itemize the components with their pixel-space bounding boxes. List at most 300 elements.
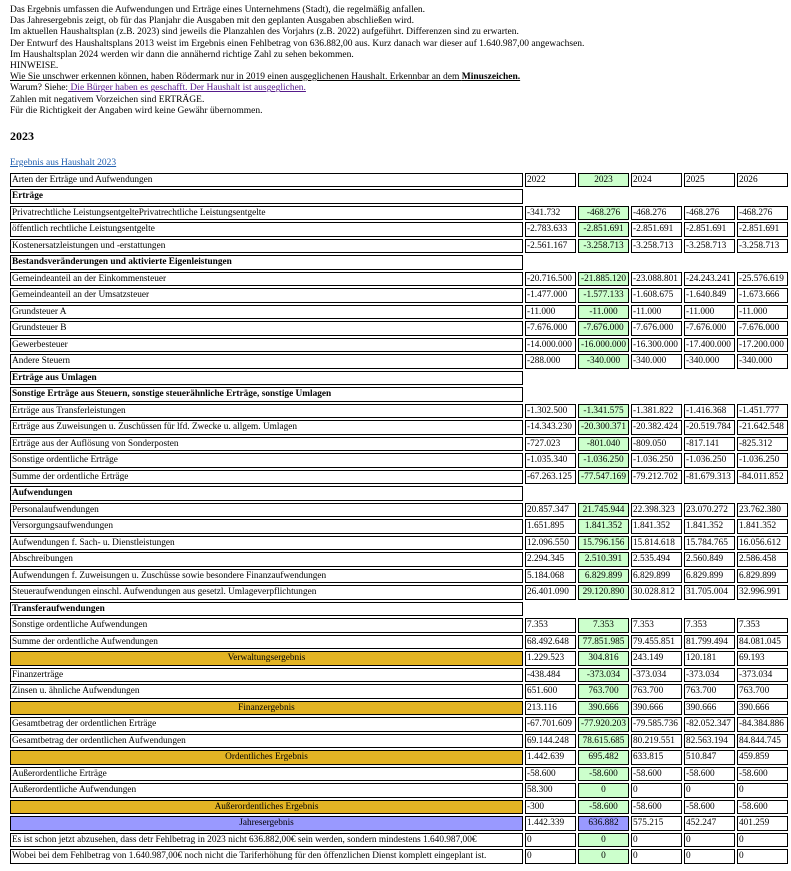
value-cell-current: -801.040 [578, 437, 629, 452]
value-cell: -373.034 [684, 668, 735, 683]
value-cell: -1.608.675 [631, 288, 682, 303]
value-cell: -809.050 [631, 437, 682, 452]
value-cell: 2.586.458 [737, 552, 788, 567]
intro-line: Im Haushaltsplan 2024 werden wir dann die annähernd richtige Zahl zu sehen bekommen. [10, 49, 354, 60]
section-label: Sonstige Erträge aus Steuern, sonstige steuerähnliche Erträge, sonstige Umlagen [10, 387, 523, 402]
value-cell: -67.263.125 [525, 470, 576, 485]
section-label: Aufwendungen [10, 486, 523, 501]
intro-line: Im aktuellen Haushaltsplan (z.B. 2023) sind jeweils die Planzahlen des Vorjahrs (z.B. 2022) aufgeführt. Differenzen sind zu erwarten. [10, 27, 519, 38]
empty-cell [684, 387, 735, 402]
value-cell-current: -11.000 [578, 305, 629, 320]
value-cell: 1.841.352 [631, 519, 682, 534]
value-cell: 1.229.523 [525, 651, 576, 666]
value-cell: -3.258.713 [631, 239, 682, 254]
value-cell: -14.000.000 [525, 338, 576, 353]
value-cell: -1.477.000 [525, 288, 576, 303]
value-cell: 0 [684, 783, 735, 798]
value-cell: 510.847 [684, 750, 735, 765]
value-cell: -1.673.666 [737, 288, 788, 303]
value-cell: -300 [525, 800, 576, 815]
value-cell: -727.023 [525, 437, 576, 452]
value-cell: -2.851.691 [737, 222, 788, 237]
intro-line: Zahlen mit negativem Vorzeichen sind ERTRÄGE. [10, 94, 205, 105]
value-cell: 69.144.248 [525, 734, 576, 749]
table-row [10, 849, 788, 864]
empty-cell [578, 387, 629, 402]
value-cell-current: 77.851.985 [578, 635, 629, 650]
value-cell: -14.343.230 [525, 420, 576, 435]
value-cell: -11.000 [684, 305, 735, 320]
result-row [10, 701, 788, 716]
value-cell: 390.666 [684, 701, 735, 716]
value-cell: -58.600 [684, 767, 735, 782]
value-cell: 5.184.068 [525, 569, 576, 584]
value-cell: -1.640.849 [684, 288, 735, 303]
value-cell: -82.052.347 [684, 717, 735, 732]
empty-cell [684, 371, 735, 386]
value-cell: -81.679.313 [684, 470, 735, 485]
value-cell-current: 21.745.944 [578, 503, 629, 518]
table-row [10, 206, 788, 221]
empty-cell [578, 189, 629, 204]
value-cell: -17.400.000 [684, 338, 735, 353]
value-cell: 30.028.812 [631, 585, 682, 600]
value-cell-current: 636.882 [578, 816, 629, 831]
value-cell-current: -58.600 [578, 767, 629, 782]
table-row [10, 404, 788, 419]
why-prefix: Warum? Siehe: [10, 83, 69, 94]
section-row [10, 387, 788, 402]
empty-cell [684, 189, 735, 204]
row-label: Gemeindeanteil an der Umsatzsteuer [10, 288, 523, 303]
value-cell-current: 6.829.899 [578, 569, 629, 584]
table-row [10, 767, 788, 782]
value-cell: 243.149 [631, 651, 682, 666]
value-cell: 633.815 [631, 750, 682, 765]
row-label: Außerordentliche Aufwendungen [10, 783, 523, 798]
section-label: Erträge aus Umlagen [10, 371, 523, 386]
table-row [10, 717, 788, 732]
value-cell-current: 0 [578, 849, 629, 864]
budget-balanced-link[interactable]: Die Bürger haben es geschafft. Der Haushalt ist ausgeglichen. [68, 83, 306, 94]
empty-cell [578, 486, 629, 501]
value-cell: -373.034 [737, 668, 788, 683]
empty-cell [737, 189, 788, 204]
row-label: Summe der ordentliche Erträge [10, 470, 523, 485]
empty-cell [525, 371, 576, 386]
table-row [10, 420, 788, 435]
value-cell: 651.600 [525, 684, 576, 699]
value-cell: 213.116 [525, 701, 576, 716]
balance-note-bold: Minuszeichen. [461, 72, 521, 83]
section-label: Bestandsveränderungen und aktivierte Eigenleistungen [10, 255, 523, 270]
table-row [10, 321, 788, 336]
value-cell: 459.859 [737, 750, 788, 765]
value-cell: -20.519.784 [684, 420, 735, 435]
value-cell-current: -468.276 [578, 206, 629, 221]
value-cell: 26.401.090 [525, 585, 576, 600]
table-row [10, 354, 788, 369]
value-cell: -11.000 [631, 305, 682, 320]
value-cell: 15.814.618 [631, 536, 682, 551]
value-cell: 23.070.272 [684, 503, 735, 518]
empty-cell [737, 371, 788, 386]
value-cell: 7.353 [525, 618, 576, 633]
empty-cell [631, 602, 682, 617]
value-cell: -7.676.000 [525, 321, 576, 336]
value-cell: -1.416.368 [684, 404, 735, 419]
empty-cell [631, 486, 682, 501]
result-row [10, 800, 788, 815]
row-label: Andere Steuern [10, 354, 523, 369]
value-cell: -20.382.424 [631, 420, 682, 435]
empty-cell [737, 486, 788, 501]
row-label: Gesamtbetrag der ordentlichen Erträge [10, 717, 523, 732]
value-cell-current: 0 [578, 783, 629, 798]
value-cell: 763.700 [737, 684, 788, 699]
table-row [10, 239, 788, 254]
empty-cell [578, 371, 629, 386]
value-cell: -84.011.852 [737, 470, 788, 485]
value-cell: -1.036.250 [684, 453, 735, 468]
value-cell: 7.353 [737, 618, 788, 633]
value-cell: -67.701.609 [525, 717, 576, 732]
empty-cell [684, 255, 735, 270]
row-label: Erträge aus Transferleistungen [10, 404, 523, 419]
row-label: Erträge aus Zuweisungen u. Zuschüssen für lfd. Zwecke u. allgem. Umlagen [10, 420, 523, 435]
value-cell: 58.300 [525, 783, 576, 798]
value-cell: 390.666 [631, 701, 682, 716]
row-label: öffentlich rechtliche Leistungsentgelte [10, 222, 523, 237]
value-cell: 452.247 [684, 816, 735, 831]
table-row [10, 222, 788, 237]
value-cell: 68.492.648 [525, 635, 576, 650]
value-cell: -25.576.619 [737, 272, 788, 287]
value-cell: 763.700 [631, 684, 682, 699]
value-cell: 6.829.899 [737, 569, 788, 584]
value-cell: -468.276 [631, 206, 682, 221]
value-cell-current: 29.120.890 [578, 585, 629, 600]
table-row [10, 684, 788, 699]
section-row [10, 602, 788, 617]
balance-note-text: Wie Sie unschwer erkennen können, haben Rödermark nur in 2019 einen ausgeglichenen Haushalt. Erkennbar an dem [10, 72, 462, 83]
section-row [10, 486, 788, 501]
table-row [10, 734, 788, 749]
empty-cell [578, 602, 629, 617]
section-label: Erträge [10, 189, 523, 204]
value-cell: 69.193 [737, 651, 788, 666]
table-row [10, 635, 788, 650]
value-cell: -16.300.000 [631, 338, 682, 353]
value-cell: 7.353 [684, 618, 735, 633]
row-label: Gemeindeanteil an der Einkommensteuer [10, 272, 523, 287]
value-cell: 84.081.045 [737, 635, 788, 650]
value-cell: 763.700 [684, 684, 735, 699]
value-cell-current: 7.353 [578, 618, 629, 633]
value-cell: -1.451.777 [737, 404, 788, 419]
value-cell: -3.258.713 [684, 239, 735, 254]
value-cell: -1.036.250 [737, 453, 788, 468]
intro-line: Das Ergebnis umfassen die Aufwendungen und Erträge eines Unternehmens (Stadt), die regelmäßig anfallen. [10, 5, 426, 15]
table-header-row [10, 173, 788, 188]
header-label: Arten der Erträge und Aufwendungen [10, 173, 523, 188]
value-cell: 2.560.849 [684, 552, 735, 567]
empty-cell [631, 387, 682, 402]
value-cell: 16.056.612 [737, 536, 788, 551]
row-label: Finanzergebnis [10, 701, 523, 716]
row-label: Zinsen u. ähnliche Aufwendungen [10, 684, 523, 699]
intro-text [10, 5, 791, 117]
row-label: Sonstige ordentliche Erträge [10, 453, 523, 468]
value-cell: -11.000 [737, 305, 788, 320]
intro-line: Der Entwurf des Haushaltsplans 2013 weist im Ergebnis einen Fehlbetrag von 636.882,00 aus. Kurz danach war dieser auf 1.640.987,00 angewachsen. [10, 38, 585, 49]
empty-cell [525, 387, 576, 402]
header-year-current: 2023 [578, 173, 629, 188]
value-cell: 80.219.551 [631, 734, 682, 749]
table-row [10, 536, 788, 551]
value-cell: -341.732 [525, 206, 576, 221]
value-cell: 0 [631, 783, 682, 798]
value-cell: 79.455.851 [631, 635, 682, 650]
value-cell: 82.563.194 [684, 734, 735, 749]
value-cell: 120.181 [684, 651, 735, 666]
row-label: Verwaltungsergebnis [10, 651, 523, 666]
balance-note [10, 72, 791, 83]
value-cell: -7.676.000 [737, 321, 788, 336]
value-cell: 23.762.380 [737, 503, 788, 518]
value-cell-current: -2.851.691 [578, 222, 629, 237]
value-cell: -2.561.167 [525, 239, 576, 254]
value-cell: 20.857.347 [525, 503, 576, 518]
value-cell: 15.784.765 [684, 536, 735, 551]
result-row [10, 816, 788, 831]
value-cell: 0 [684, 849, 735, 864]
value-cell-current: -1.577.133 [578, 288, 629, 303]
table-row [10, 338, 788, 353]
value-cell-current: 763.700 [578, 684, 629, 699]
value-cell-current: 0 [578, 833, 629, 848]
value-cell: 1.651.895 [525, 519, 576, 534]
section-row [10, 255, 788, 270]
value-cell: 31.705.004 [684, 585, 735, 600]
table-row [10, 833, 788, 848]
value-cell: 81.799.494 [684, 635, 735, 650]
value-cell: -24.243.241 [684, 272, 735, 287]
value-cell: 0 [631, 849, 682, 864]
table-row [10, 585, 788, 600]
value-cell: -2.783.633 [525, 222, 576, 237]
row-label: Kostenersatzleistungen und -erstattungen [10, 239, 523, 254]
value-cell-current: -1.341.575 [578, 404, 629, 419]
empty-cell [525, 602, 576, 617]
value-cell: -17.200.000 [737, 338, 788, 353]
value-cell: 0 [684, 833, 735, 848]
table-row [10, 453, 788, 468]
row-label: Versorgungsaufwendungen [10, 519, 523, 534]
value-cell: 1.442.339 [525, 816, 576, 831]
value-cell-current: -7.676.000 [578, 321, 629, 336]
value-cell: -1.381.822 [631, 404, 682, 419]
value-cell: -11.000 [525, 305, 576, 320]
value-cell: 2.535.494 [631, 552, 682, 567]
value-cell: -817.141 [684, 437, 735, 452]
table-row [10, 470, 788, 485]
value-cell: -20.716.500 [525, 272, 576, 287]
result-row [10, 750, 788, 765]
empty-cell [525, 189, 576, 204]
value-cell: -468.276 [737, 206, 788, 221]
intro-line: HINWEISE. [10, 60, 59, 71]
value-cell: 84.844.745 [737, 734, 788, 749]
table-row [10, 569, 788, 584]
value-cell-current: -20.300.371 [578, 420, 629, 435]
value-cell: 12.096.550 [525, 536, 576, 551]
table-row [10, 437, 788, 452]
table-row [10, 272, 788, 287]
result-row [10, 651, 788, 666]
section-row [10, 189, 788, 204]
value-cell: 1.841.352 [684, 519, 735, 534]
value-cell-current: -77.920.203 [578, 717, 629, 732]
value-cell: 390.666 [737, 701, 788, 716]
header-year: 2022 [525, 173, 576, 188]
value-cell-current: -16.000.000 [578, 338, 629, 353]
value-cell: -7.676.000 [684, 321, 735, 336]
value-cell: -1.035.340 [525, 453, 576, 468]
value-cell: 0 [737, 833, 788, 848]
empty-cell [631, 371, 682, 386]
value-cell: 32.996.991 [737, 585, 788, 600]
value-cell: -58.600 [684, 800, 735, 815]
value-cell: -373.034 [631, 668, 682, 683]
value-cell: -1.302.500 [525, 404, 576, 419]
value-cell: -468.276 [684, 206, 735, 221]
value-cell: 1.442.639 [525, 750, 576, 765]
empty-cell [684, 602, 735, 617]
value-cell: -340.000 [737, 354, 788, 369]
row-label: Außerordentliche Erträge [10, 767, 523, 782]
value-cell: -79.585.736 [631, 717, 682, 732]
value-cell: -2.851.691 [631, 222, 682, 237]
value-cell: -21.642.548 [737, 420, 788, 435]
value-cell: -58.600 [737, 800, 788, 815]
row-label: Abschreibungen [10, 552, 523, 567]
section-label: Transferaufwendungen [10, 602, 523, 617]
value-cell: -23.088.801 [631, 272, 682, 287]
value-cell: 0 [737, 849, 788, 864]
empty-cell [737, 387, 788, 402]
value-cell: -7.676.000 [631, 321, 682, 336]
value-cell-current: 695.482 [578, 750, 629, 765]
empty-cell [737, 255, 788, 270]
value-cell: -3.258.713 [737, 239, 788, 254]
value-cell: -825.312 [737, 437, 788, 452]
row-label: Es ist schon jetzt abzusehen, dass detr Fehlbetrag in 2023 nicht 636.882,00€ sein werden, sondern mindestens 1.640.987,00€ [10, 833, 523, 848]
row-label: Privatrechtliche LeistungsentgeltePrivatrechtliche Leistungsentgelte [10, 206, 523, 221]
value-cell-current: -340.000 [578, 354, 629, 369]
intro-line: Das Jahresergebnis zeigt, ob für das Planjahr die Ausgaben mit den geplanten Ausgaben abschließen wird. [10, 16, 414, 27]
value-cell-current: 2.510.391 [578, 552, 629, 567]
value-cell: 22.398.323 [631, 503, 682, 518]
header-year: 2025 [684, 173, 735, 188]
value-cell: -2.851.691 [684, 222, 735, 237]
row-label: Erträge aus der Auflösung von Sonderposten [10, 437, 523, 452]
value-cell: -58.600 [631, 767, 682, 782]
intro-line: Für die Richtigkeit der Angaben wird keine Gewähr übernommen. [10, 105, 263, 116]
empty-cell [578, 255, 629, 270]
value-cell: 7.353 [631, 618, 682, 633]
value-cell-current: -21.885.120 [578, 272, 629, 287]
value-cell-current: -77.547.169 [578, 470, 629, 485]
value-cell: 1.841.352 [737, 519, 788, 534]
value-cell: -58.600 [525, 767, 576, 782]
year-heading: 2023 [10, 128, 34, 143]
row-label: Aufwendungen f. Sach- u. Dienstleistungen [10, 536, 523, 551]
value-cell: 0 [631, 833, 682, 848]
value-cell: -1.036.250 [631, 453, 682, 468]
row-label: Grundsteuer A [10, 305, 523, 320]
row-label: Gewerbesteuer [10, 338, 523, 353]
value-cell: 6.829.899 [684, 569, 735, 584]
row-label: Grundsteuer B [10, 321, 523, 336]
value-cell-current: -58.600 [578, 800, 629, 815]
why-line [10, 83, 791, 94]
budget-result-link[interactable]: Ergebnis aus Haushalt 2023 [10, 157, 117, 168]
value-cell: 401.259 [737, 816, 788, 831]
value-cell: 0 [525, 849, 576, 864]
value-cell: 0 [525, 833, 576, 848]
row-label: Steueraufwendungen einschl. Aufwendungen aus gesetzl. Umlageverpflichtungen [10, 585, 523, 600]
table-row [10, 552, 788, 567]
value-cell: -340.000 [631, 354, 682, 369]
row-label: Finanzerträge [10, 668, 523, 683]
row-label: Sonstige ordentliche Aufwendungen [10, 618, 523, 633]
value-cell-current: 390.666 [578, 701, 629, 716]
row-label: Summe der ordentliche Aufwendungen [10, 635, 523, 650]
value-cell: 575.215 [631, 816, 682, 831]
empty-cell [525, 255, 576, 270]
header-year: 2024 [631, 173, 682, 188]
row-label: Außerordentliches Ergebnis [10, 800, 523, 815]
value-cell: -58.600 [631, 800, 682, 815]
empty-cell [525, 486, 576, 501]
empty-cell [631, 189, 682, 204]
empty-cell [684, 486, 735, 501]
value-cell-current: 304.816 [578, 651, 629, 666]
table-row [10, 618, 788, 633]
value-cell: -58.600 [737, 767, 788, 782]
table-row [10, 519, 788, 534]
value-cell-current: -1.036.250 [578, 453, 629, 468]
budget-table [8, 171, 790, 866]
section-row [10, 371, 788, 386]
value-cell-current: -3.258.713 [578, 239, 629, 254]
value-cell: 2.294.345 [525, 552, 576, 567]
value-cell-current: -373.034 [578, 668, 629, 683]
row-label: Gesamtbetrag der ordentlichen Aufwendungen [10, 734, 523, 749]
table-row [10, 288, 788, 303]
value-cell-current: 15.796.156 [578, 536, 629, 551]
row-label: Personalaufwendungen [10, 503, 523, 518]
table-row [10, 503, 788, 518]
value-cell: -288.000 [525, 354, 576, 369]
row-label: Aufwendungen f. Zuweisungen u. Zuschüsse sowie besondere Finanzaufwendungen [10, 569, 523, 584]
value-cell-current: 1.841.352 [578, 519, 629, 534]
value-cell: 6.829.899 [631, 569, 682, 584]
table-row [10, 668, 788, 683]
empty-cell [737, 602, 788, 617]
empty-cell [631, 255, 682, 270]
